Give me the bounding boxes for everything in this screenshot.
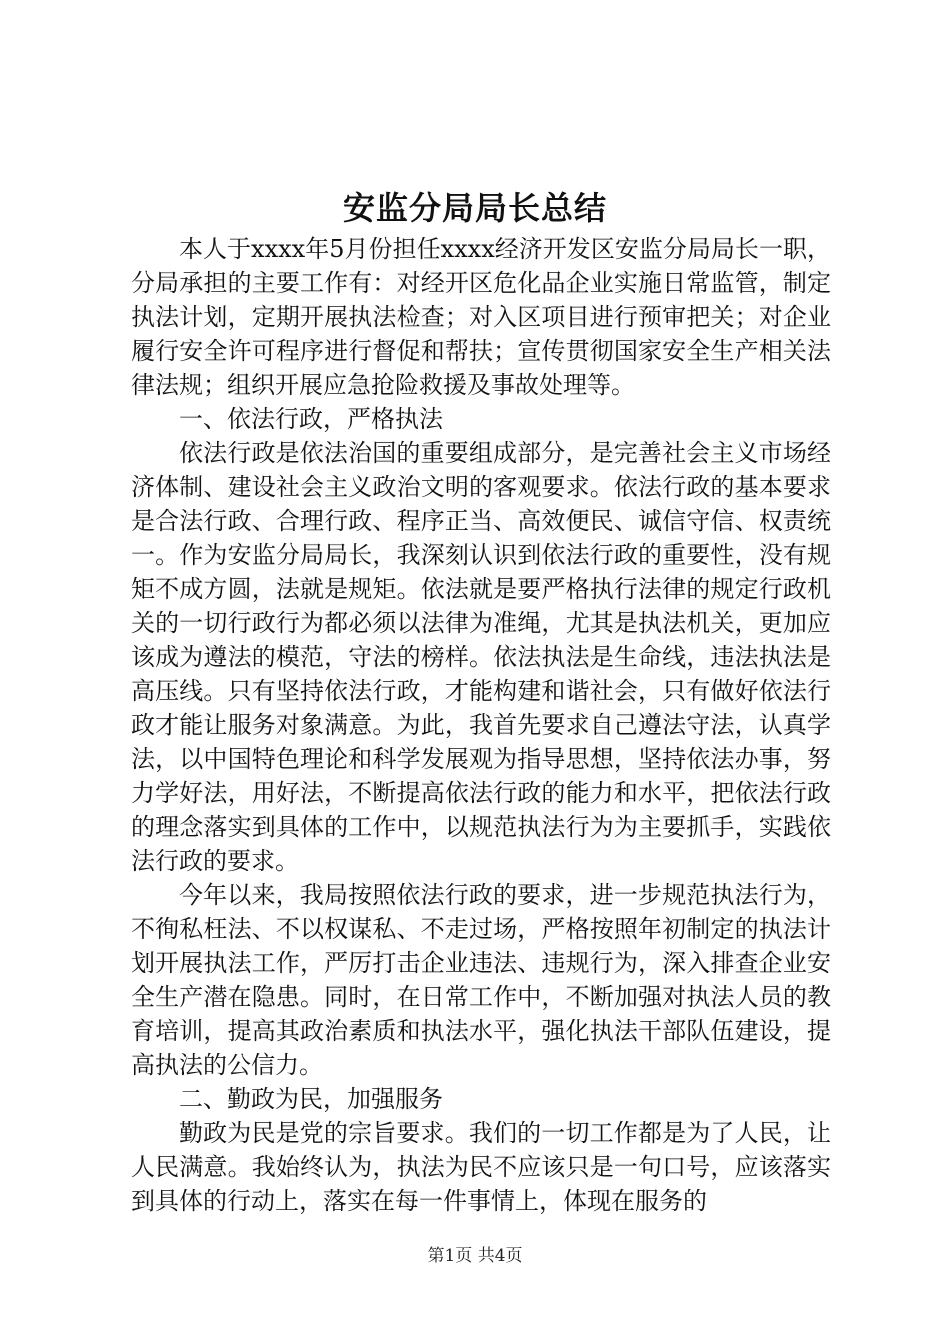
intro-paragraph: 本人于xxxx年5月份担任xxxx经济开发区安监分局局长一职，分局承担的主要工作有：对经开区危化品企业实施日常监管，制定执法计划，定期开展执法检查；对入区项目进行预审把关；对企业履行安全许可程序进行督促和帮扶；宣传贯彻国家安全生产相关法律法规；组织开展应急抢险救援及事故处理等。 — [131, 235, 831, 399]
section-2-paragraph-1: 勤政为民是党的宗旨要求。我们的一切工作都是为了人民，让人民满意。我始终认为，执法为民不应该只是一句口号，应该落实到具体的行动上，落实在每一件事情上，体现在服务的 — [131, 1119, 831, 1215]
section-heading-1: 一、依法行政，严格执法 — [179, 405, 443, 433]
document-title: 安监分局局长总结 — [342, 189, 607, 227]
section-heading-2: 二、勤政为民，加强服务 — [179, 1085, 443, 1113]
section-1-paragraph-1: 依法行政是依法治国的重要组成部分，是完善社会主义市场经济体制、建设社会主义政治文明的客观要求。依法行政的基本要求是合法行政、合理行政、程序正当、高效便民、诚信守信、权责统一。作为安监分局局长，我深刻认识到依法行政的重要性，没有规矩不成方圆，法就是规矩。依法就是要严格执行法律的规定行政机关的一切行政行为都必须以法律为准绳，尤其是执法机关，更加应该成为遵法的模范，守法的榜样。依法执法是生命线，违法执法是高压线。只有坚持依法行政，才能构建和谐社会，只有做好依法行政才能让服务对象满意。为此，我首先要求自己遵法守法，认真学法，以中国特色理论和科学发展观为指导思想，坚持依法办事，努力学好法，用好法，不断提高依法行政的能力和水平，把依法行政的理念落实到具体的工作中，以规范执法行为为主要抓手，实践依法行政的要求。 — [131, 439, 831, 875]
document-body — [131, 232, 831, 1218]
section-1-paragraph-2: 今年以来，我局按照依法行政的要求，进一步规范执法行为，不徇私枉法、不以权谋私、不走过场，严格按照年初制定的执法计划开展执法工作，严厉打击企业违法、违规行为，深入排查企业安全生产潜在隐患。同时，在日常工作中，不断加强对执法人员的教育培训，提高其政治素质和执法水平，强化执法干部队伍建设，提高执法的公信力。 — [131, 881, 831, 1079]
page-number-footer: 第1页 共4页 — [427, 1246, 523, 1266]
